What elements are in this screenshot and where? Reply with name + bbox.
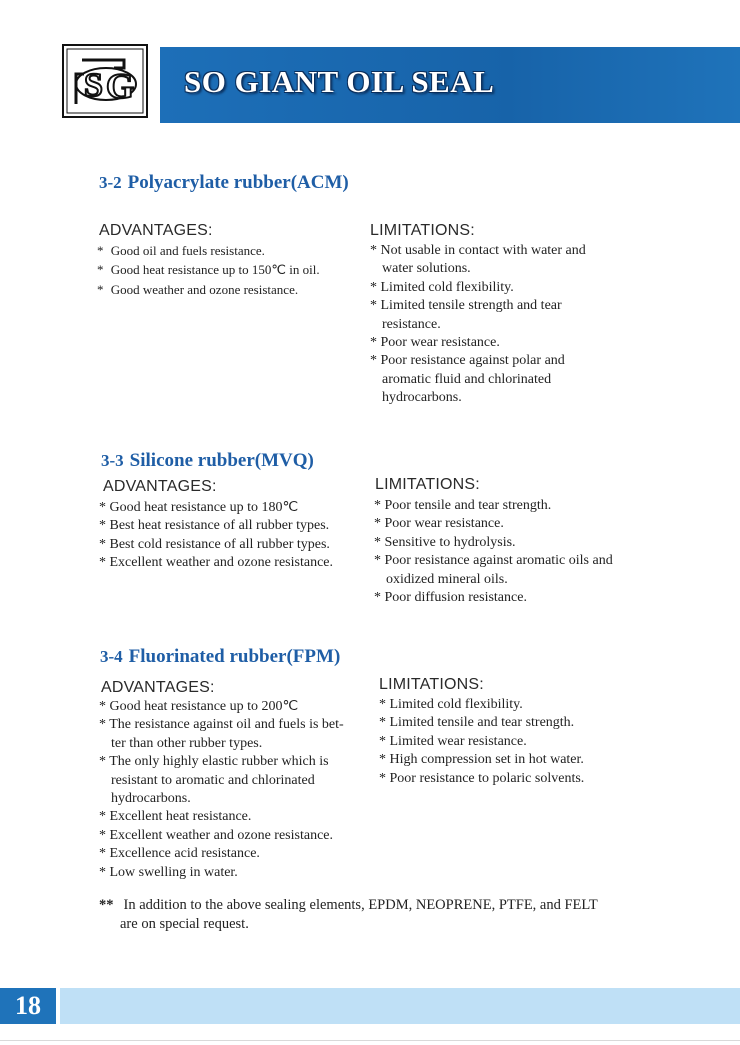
limitations-heading: LIMITATIONS: xyxy=(379,676,484,693)
company-logo xyxy=(62,44,148,118)
list-item: resistant to aromatic and chlorinated xyxy=(111,772,315,788)
list-item: hydrocarbons. xyxy=(111,791,191,807)
list-item: * Sensitive to hydrolysis. xyxy=(374,534,516,550)
list-item: * High compression set in hot water. xyxy=(379,752,584,768)
advantages-heading: ADVANTAGES: xyxy=(103,478,217,495)
advantages-heading: ADVANTAGES: xyxy=(101,679,215,696)
page-divider xyxy=(0,1040,740,1041)
list-item: * Excellent weather and ozone resistance. xyxy=(99,827,334,843)
footer-bar xyxy=(60,988,740,1024)
special-request-note xyxy=(99,896,598,934)
svg-text:S: S xyxy=(84,67,103,104)
advantages-list xyxy=(99,698,344,882)
list-item: * Poor diffusion resistance. xyxy=(374,590,527,606)
limitations-list xyxy=(379,696,584,788)
list-item: * The resistance against oil and fuels is bet- xyxy=(99,717,344,733)
section-title-fpm xyxy=(100,646,340,668)
list-item: * Limited tensile and tear strength. xyxy=(379,715,575,731)
list-item: oxidized mineral oils. xyxy=(386,571,508,587)
list-item: * Poor wear resistance. xyxy=(370,335,500,351)
list-item: * Good heat resistance up to 200℃ xyxy=(99,699,299,714)
list-item: * Good weather and ozone resistance. xyxy=(97,281,299,297)
list-item: * Excellent weather and ozone resistance. xyxy=(99,555,334,571)
list-item: * Best cold resistance of all rubber types. xyxy=(99,536,330,552)
section-name: Polyacrylate rubber(ACM) xyxy=(127,172,349,193)
section-number: 3-4 xyxy=(100,647,123,666)
advantages-heading: ADVANTAGES: xyxy=(99,222,213,239)
list-item: hydrocarbons. xyxy=(382,390,462,406)
list-item: water solutions. xyxy=(382,261,471,277)
list-item: * Excellence acid resistance. xyxy=(99,846,260,862)
note-line-1: In addition to the above sealing elements, EPDM, NEOPRENE, PTFE, and FELT xyxy=(123,897,598,913)
section-title-acm xyxy=(99,172,349,194)
list-item: * Not usable in contact with water and xyxy=(370,243,586,258)
list-item: ter than other rubber types. xyxy=(111,735,263,751)
list-item: * Limited wear resistance. xyxy=(379,733,527,749)
list-item: * Limited tensile strength and tear xyxy=(370,298,562,314)
list-item: * Best heat resistance of all rubber types. xyxy=(99,518,330,534)
list-item: * Good heat resistance up to 150℃ in oil. xyxy=(97,262,320,278)
section-name: Fluorinated rubber(FPM) xyxy=(128,646,341,667)
svg-text:G: G xyxy=(106,66,135,106)
section-title-mvq xyxy=(101,450,314,472)
advantages-list xyxy=(97,241,320,299)
list-item: * Limited cold flexibility. xyxy=(379,697,523,712)
list-item: * Low swelling in water. xyxy=(99,864,238,880)
limitations-list xyxy=(374,497,613,607)
section-number: 3-3 xyxy=(101,451,124,470)
page-number: 18 xyxy=(0,988,56,1024)
list-item: * Poor wear resistance. xyxy=(374,516,504,532)
limitations-heading: LIMITATIONS: xyxy=(370,222,475,239)
list-item: * Good heat resistance up to 180℃ xyxy=(99,500,299,515)
list-item: * Poor resistance to polaric solvents. xyxy=(379,770,585,786)
list-item: * The only highly elastic rubber which is xyxy=(99,754,329,770)
list-item: * Limited cold flexibility. xyxy=(370,279,514,295)
list-item: * Excellent heat resistance. xyxy=(99,809,252,825)
limitations-list xyxy=(370,242,586,408)
note-line-2: are on special request. xyxy=(120,916,249,932)
note-marker: ** xyxy=(99,897,114,913)
section-name: Silicone rubber(MVQ) xyxy=(129,450,314,471)
page-title: SO GIANT OIL SEAL xyxy=(184,64,495,99)
list-item: resistance. xyxy=(382,316,441,332)
list-item: aromatic fluid and chlorinated xyxy=(382,371,552,387)
list-item: * Good oil and fuels resistance. xyxy=(97,243,265,258)
list-item: * Poor resistance against aromatic oils and xyxy=(374,553,613,569)
limitations-heading: LIMITATIONS: xyxy=(375,476,480,493)
list-item: * Poor tensile and tear strength. xyxy=(374,498,552,513)
section-number: 3-2 xyxy=(99,173,122,192)
advantages-list xyxy=(99,499,333,573)
list-item: * Poor resistance against polar and xyxy=(370,353,565,369)
